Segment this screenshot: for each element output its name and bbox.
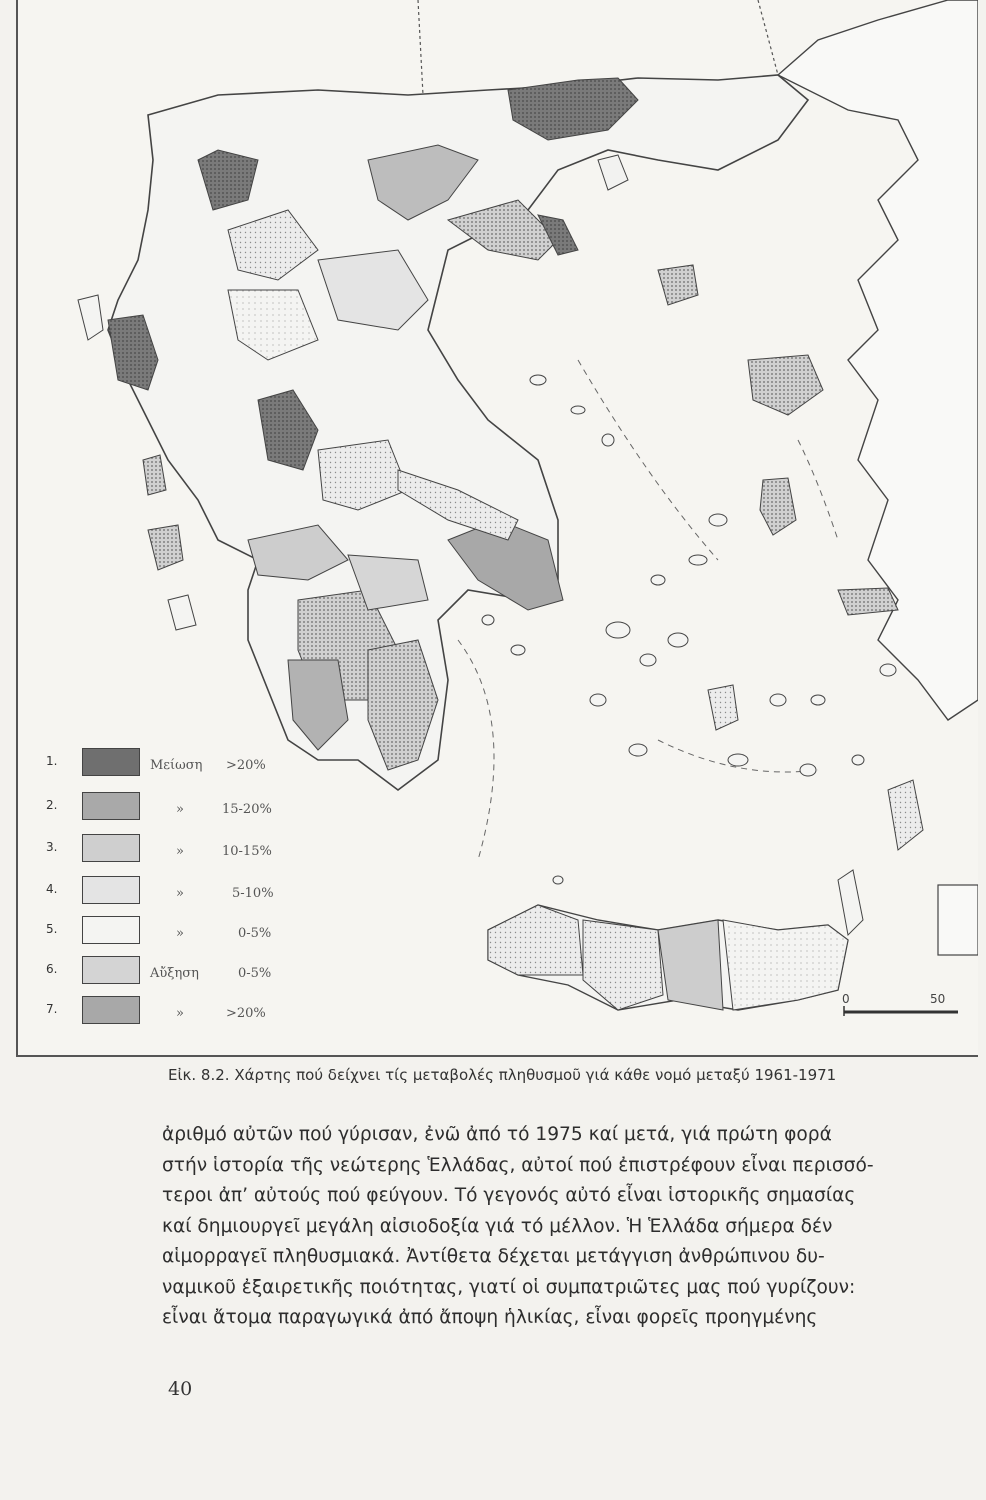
figure-caption: [168, 1066, 958, 1084]
island-lesvos: [748, 355, 823, 415]
legend-label: »: [176, 802, 184, 817]
legend-label: »: [176, 886, 184, 901]
legend-row: [46, 956, 346, 986]
legend-swatch: [82, 876, 140, 904]
scale-start: 0: [842, 992, 850, 1006]
legend-row: [46, 876, 346, 906]
international-border: [418, 0, 423, 95]
figure-caption-text: Χάρτης πού δείχνει τίς μεταβολές πληθυσμοῦ γιά κάθε νομό μεταξύ 1961-1971: [234, 1066, 837, 1084]
legend-row: [46, 834, 346, 864]
scale-line: [838, 990, 978, 1030]
legend-number: 2.: [46, 798, 58, 812]
region-crete-lasithi: [723, 920, 848, 1010]
body-line: τεροι ἀπ’ αὐτούς πού φεύγουν. Τό γεγονός αὐτό εἶναι ἱστορικῆς σημασίας: [162, 1185, 856, 1206]
island-naxos: [708, 685, 738, 730]
body-line: εἶναι ἄτομα παραγωγικά ἀπό ἄποψη ἡλικίας, εἶναι φορεῖς προηγμένης: [162, 1307, 818, 1328]
page-number: 40: [168, 1378, 193, 1400]
legend-row: [46, 792, 346, 822]
legend-range: 0-5%: [238, 926, 272, 941]
legend-swatch: [82, 916, 140, 944]
sea-boundary: [458, 640, 494, 860]
figure-label: Εἰκ. 8.2.: [168, 1066, 230, 1084]
legend-number: 5.: [46, 922, 58, 936]
body-line: ναμικοῦ ἐξαιρετικῆς ποιότητας, γιατί οἱ συμπατριῶτες μας πού γυρίζουν:: [162, 1276, 856, 1298]
body-line: στήν ἱστορία τῆς νεώτερης Ἑλλάδας, αὐτοί πού ἐπιστρέφουν εἶναι περισσό-: [162, 1154, 874, 1176]
legend-number: 6.: [46, 962, 58, 976]
island-zakynthos: [168, 595, 196, 630]
legend-label: Αὔξηση: [150, 966, 199, 981]
legend-swatch: [82, 748, 140, 776]
body-line: αἱμορραγεῖ πληθυσμιακά. Ἀντίθετα δέχεται μετάγγιση ἀνθρώπινου δυ-: [162, 1246, 825, 1267]
legend-row: [46, 916, 346, 946]
legend-label: Μείωση: [150, 758, 203, 773]
scale-bar: [838, 990, 978, 1030]
island-rhodes: [888, 780, 923, 850]
legend-swatch: [82, 956, 140, 984]
scale-end: 50: [930, 992, 946, 1006]
legend-number: 1.: [46, 754, 58, 768]
legend-range: >20%: [226, 1006, 266, 1021]
inset-map-box: [938, 885, 978, 955]
island-kefalonia: [148, 525, 183, 570]
international-border: [758, 0, 778, 75]
legend-range: >20%: [226, 758, 266, 773]
legend-number: 7.: [46, 1002, 58, 1016]
legend-swatch: [82, 834, 140, 862]
aegean-islets: [482, 375, 896, 884]
legend-range: 5-10%: [232, 886, 274, 901]
population-change-map: [16, 0, 978, 1057]
legend-range: 0-5%: [238, 966, 272, 981]
island-corfu: [78, 295, 103, 340]
body-line: καί δημιουργεῖ μεγάλη αἰσιοδοξία γιά τό μέλλον. Ἡ Ἑλλάδα σήμερα δέν: [162, 1215, 833, 1237]
sea-boundary: [798, 440, 838, 540]
island-samos: [838, 588, 898, 615]
legend-row: [46, 748, 346, 778]
legend-label: »: [176, 844, 184, 859]
legend-swatch: [82, 996, 140, 1024]
legend-range: 10-15%: [222, 844, 272, 859]
island-karpathos: [838, 870, 863, 935]
legend-swatch: [82, 792, 140, 820]
island-chios: [760, 478, 796, 535]
legend-row: [46, 996, 346, 1026]
region-crete-heraklion: [658, 920, 723, 1010]
legend-range: 15-20%: [222, 802, 272, 817]
body-line: ἀριθμό αὐτῶν πού γύρισαν, ἐνῶ ἀπό τό 1975 καί μετά, γιά πρώτη φορά: [162, 1124, 832, 1145]
island-thasos: [598, 155, 628, 190]
legend-number: 4.: [46, 882, 58, 896]
island-lefkada: [143, 455, 166, 495]
legend-number: 3.: [46, 840, 58, 854]
body-paragraph: [162, 1120, 952, 1334]
legend-label: »: [176, 926, 184, 941]
sea-boundary: [578, 360, 718, 560]
legend-label: »: [176, 1006, 184, 1021]
island-lemnos: [658, 265, 698, 305]
